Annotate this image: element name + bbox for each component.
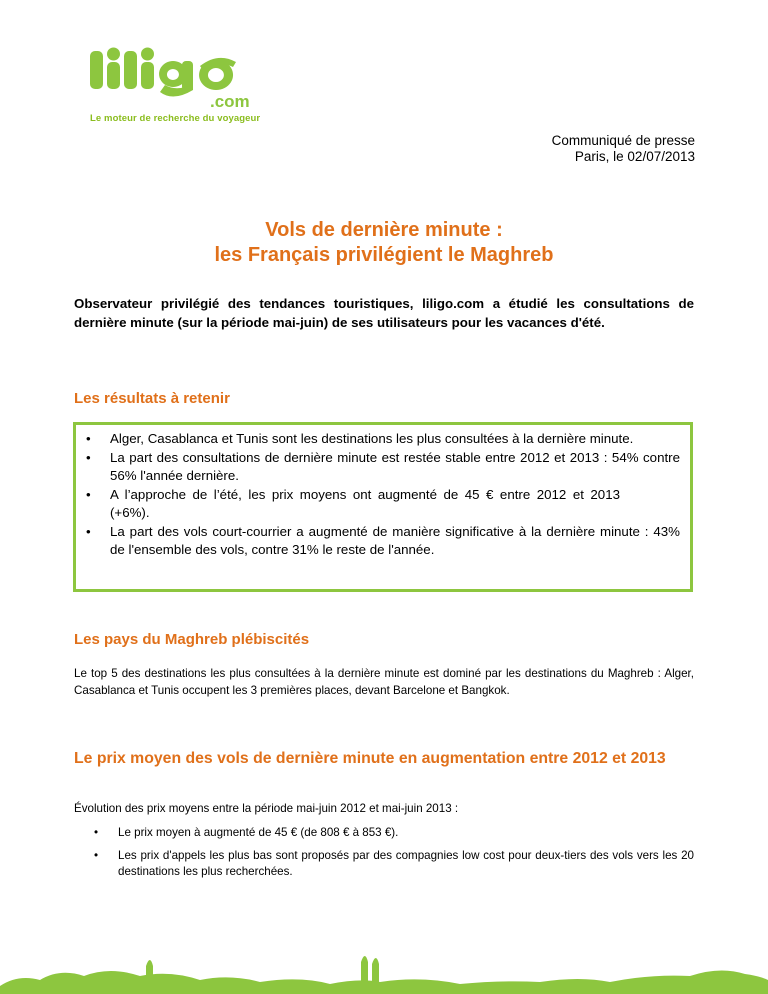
intro-paragraph: Observateur privilégié des tendances touristiques, liligo.com a étudié les consultations de dernière minute (sur la période mai-juin) de ses utilisateurs pour les vacances d'été. [74,296,694,330]
press-date: Paris, le 02/07/2013 [574,149,695,164]
liligo-logo [88,46,278,126]
prices-item-1: • Le prix moyen à augmenté de 45 € (de 808 € à 853 €). [118,825,694,841]
maghreb-paragraph: Le top 5 des destinations les plus consultées à la dernière minute est dominé par les destinations du Maghreb : Alger, Casablanca et Tunis occupent les 3 premières places, devant Barcelone et Bangkok. [74,667,694,697]
results-item-3: • A l’approche de l’été, les prix moyens ont augmenté de 45 € entre 2012 et 2013 (+6%). [110,486,680,523]
results-item-1: • Alger, Casablanca et Tunis sont les destinations les plus consultées à la dernière minute. [110,430,680,449]
results-box [73,422,693,592]
prices-intro: Évolution des prix moyens entre la période mai-juin 2012 et mai-juin 2013 : [74,802,459,815]
results-heading: Les résultats à retenir [74,390,230,407]
footer-landscape-decoration [0,946,768,994]
title-line-1: Vols de dernière minute : [265,219,503,241]
prices-heading: Le prix moyen des vols de dernière minute en augmentation entre 2012 et 2013 [74,750,666,767]
prices-item-2: • Les prix d'appels les plus bas sont proposés par des compagnies low cost pour deux-tiers des vols vers les 20 destinations les plus recherchées. [118,848,694,880]
results-list [110,430,680,560]
press-type: Communiqué de presse [551,133,695,148]
logo-dotcom: .com [210,92,250,111]
title-line-2: les Français privilégient le Maghreb [214,244,554,266]
maghreb-heading: Les pays du Maghreb plébiscités [74,631,310,648]
document-title [0,218,768,268]
results-item-4: • La part des vols court-courrier a augmenté de manière significative à la dernière minute : 43% de l'ensemble des vols, contre 31% le reste de l'année. [110,523,680,560]
prices-list [118,825,694,887]
logo-tagline: Le moteur de recherche du voyageur [90,113,261,124]
press-meta [552,133,695,165]
results-item-2: • La part des consultations de dernière minute est restée stable entre 2012 et 2013 : 54% contre 56% l'année dernière. [110,449,680,486]
